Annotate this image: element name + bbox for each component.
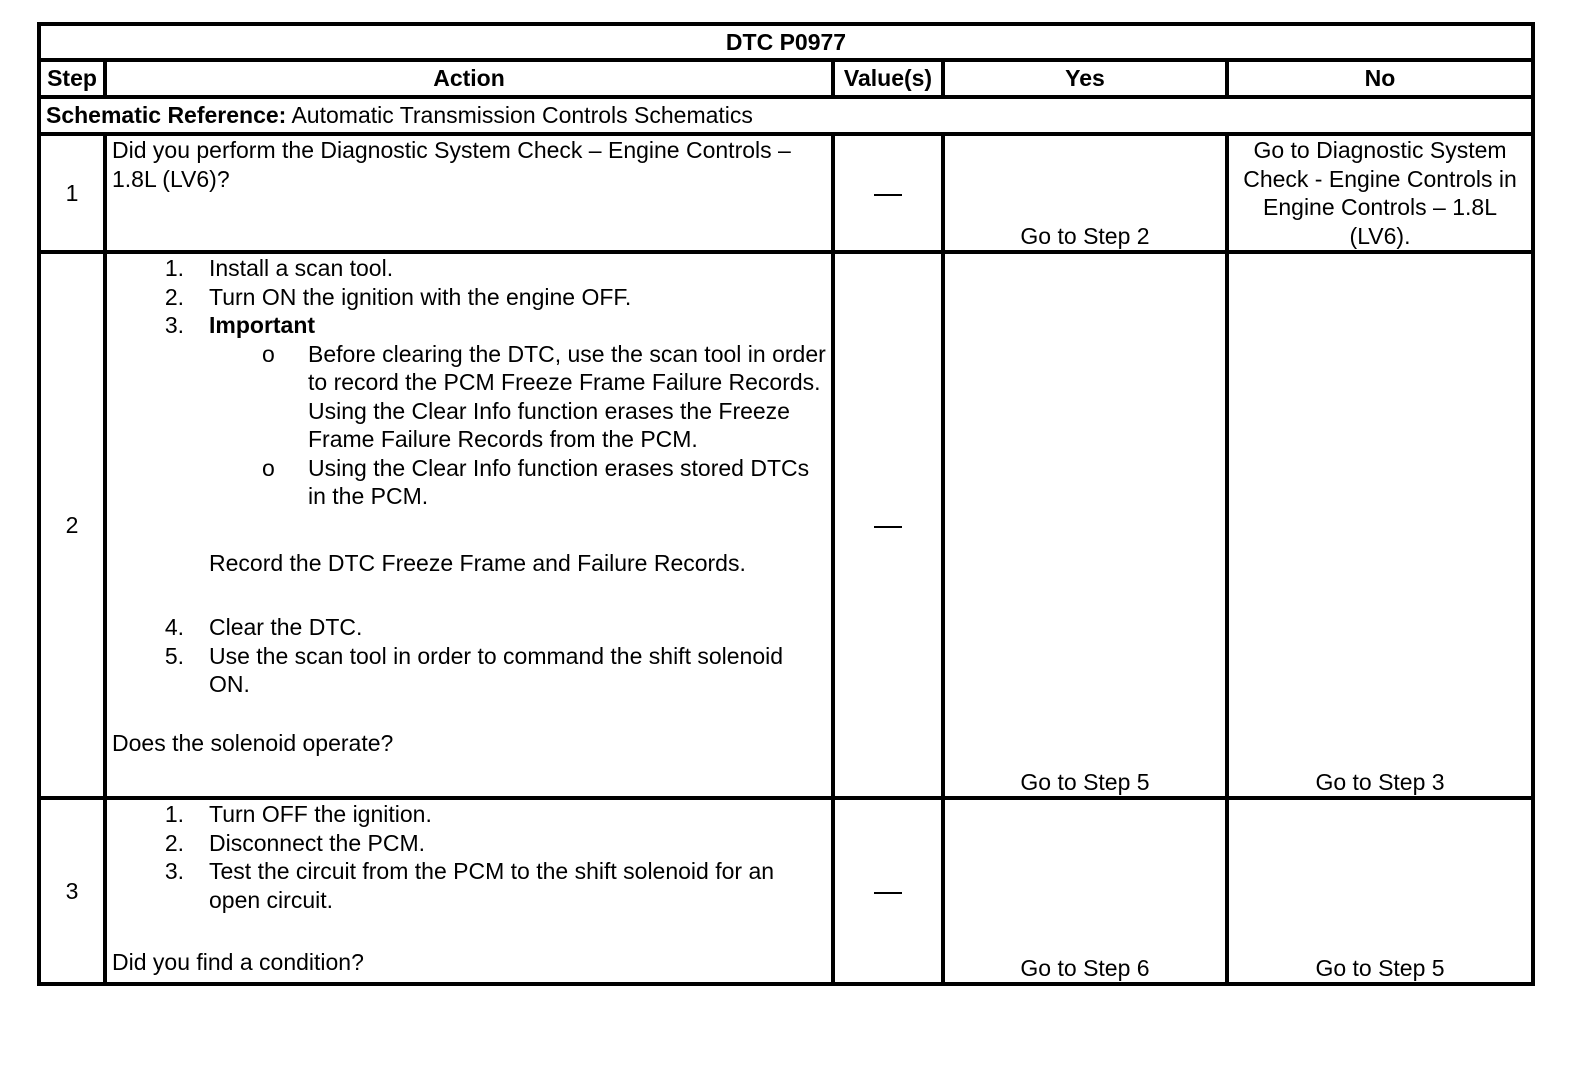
list-item: 3. Test the circuit from the PCM to the shift solenoid for an open circuit. — [164, 858, 775, 913]
yes-cell: Go to Step 2 — [943, 134, 1227, 252]
step-number: 1 — [39, 134, 105, 252]
list-item: 1. Turn OFF the ignition. — [164, 801, 432, 827]
action-question: Did you find a condition? — [112, 949, 364, 975]
step-number: 3 — [39, 798, 105, 984]
list-item: 5. Use the scan tool in order to command the shift solenoid ON. — [164, 642, 784, 697]
header-row — [39, 60, 1533, 97]
table-row — [39, 798, 1533, 984]
schematic-reference — [39, 97, 1533, 134]
schematic-label: Schematic Reference: — [46, 102, 287, 129]
record-instruction: Record the DTC Freeze Frame and Failure Records. — [209, 549, 746, 576]
list-item: 4. Clear the DTC. — [164, 614, 363, 640]
dtc-diagnostic-table — [37, 22, 1535, 986]
list-item: 2. Disconnect the PCM. — [164, 829, 426, 856]
action-cell — [105, 798, 833, 984]
yes-cell: Go to Step 6 — [943, 798, 1227, 984]
bullet-icon: o — [262, 454, 275, 481]
header-values: Value(s) — [833, 60, 943, 97]
header-no: No — [1227, 60, 1533, 97]
yes-cell: Go to Step 5 — [943, 252, 1227, 798]
bullet-icon: o — [262, 340, 275, 367]
header-yes: Yes — [943, 60, 1227, 97]
action-cell — [105, 252, 833, 798]
list-item: 3. Important — [164, 312, 316, 338]
value-cell — [833, 134, 943, 252]
value-cell — [833, 798, 943, 984]
bullet-item: o Using the Clear Info function erases stored DTCs in the PCM. — [262, 454, 810, 509]
dash-icon — [874, 194, 902, 196]
dash-icon — [874, 526, 902, 528]
list-item: 1. Install a scan tool. — [164, 255, 394, 281]
table-title: DTC P0977 — [39, 24, 1533, 60]
schematic-text: Automatic Transmission Controls Schematics — [286, 102, 753, 129]
step-number: 2 — [39, 252, 105, 798]
action-text: Did you perform the Diagnostic System Check – Engine Controls – 1.8L (LV6)? — [105, 134, 833, 252]
important-label: Important — [209, 312, 316, 338]
dash-icon — [874, 892, 902, 894]
no-cell: Go to Diagnostic System Check - Engine Controls in Engine Controls – 1.8L (LV6). — [1227, 134, 1533, 252]
table-row — [39, 134, 1533, 252]
value-cell — [833, 252, 943, 798]
action-question: Does the solenoid operate? — [112, 729, 394, 756]
list-item: 2. Turn ON the ignition with the engine OFF. — [164, 283, 632, 310]
no-cell: Go to Step 3 — [1227, 252, 1533, 798]
header-step: Step — [39, 60, 105, 97]
table-row — [39, 252, 1533, 798]
bullet-item: o Before clearing the DTC, use the scan tool in order to record the PCM Freeze Frame Failure Records. Using the Clear Info function erases the Freeze Frame Failure Records from the PCM. — [262, 340, 826, 452]
header-action: Action — [105, 60, 833, 97]
no-cell: Go to Step 5 — [1227, 798, 1533, 984]
